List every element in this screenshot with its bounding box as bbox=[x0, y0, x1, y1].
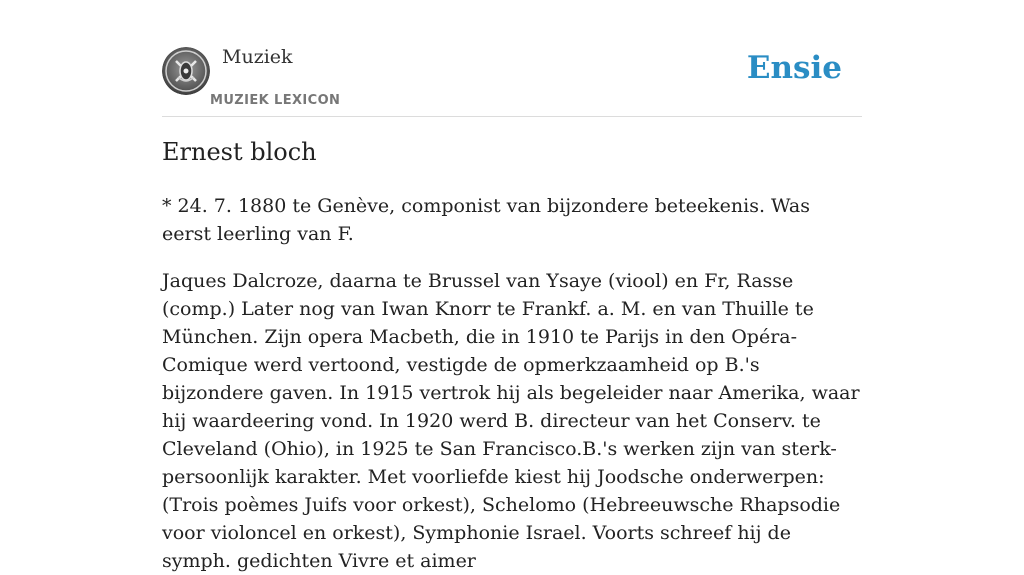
muziek-emblem-icon[interactable] bbox=[162, 47, 210, 95]
brand-logo-link[interactable]: Ensie bbox=[746, 50, 842, 86]
book-title-link[interactable]: Muziek bbox=[222, 46, 293, 68]
article-paragraph: * 24. 7. 1880 te Genève, componist van bijzondere beteekenis. Was eerst leerling van F. bbox=[162, 195, 810, 245]
site-header bbox=[162, 0, 862, 117]
article-title: Ernest bloch bbox=[162, 138, 317, 166]
article-paragraph: Jaques Dalcroze, daarna te Brussel van Ysaye (viool) en Fr, Rasse (comp.) Later nog van Iwan Knorr te Frankf. a. M. en van Thuille te München. Zijn opera Macbeth, die in 1910 te Parijs in den Opéra-Comique werd vertoond, vestigde de opmerkzaamheid op B.'s bijzondere gaven. In 1915 vertrok hij als begeleider naar Amerika, waar hij waardeering vond. In 1920 werd B. directeur van het Conserv. te Cleveland (Ohio), in 1925 te San Francisco.B.'s werken zijn van sterk-persoonlijk karakter. Met voorliefde kiest hij Joodsche onderwerpen: (Trois poèmes Juifs voor orkest), Schelomo (Hebreeuwsche Rhapsodie voor violoncel en orkest), Symphonie Israel. Voorts schreef hij de symph. gedichten Vivre et aimer bbox=[162, 270, 860, 572]
book-subtitle: MUZIEK LEXICON bbox=[210, 93, 341, 108]
page-container bbox=[162, 0, 862, 572]
